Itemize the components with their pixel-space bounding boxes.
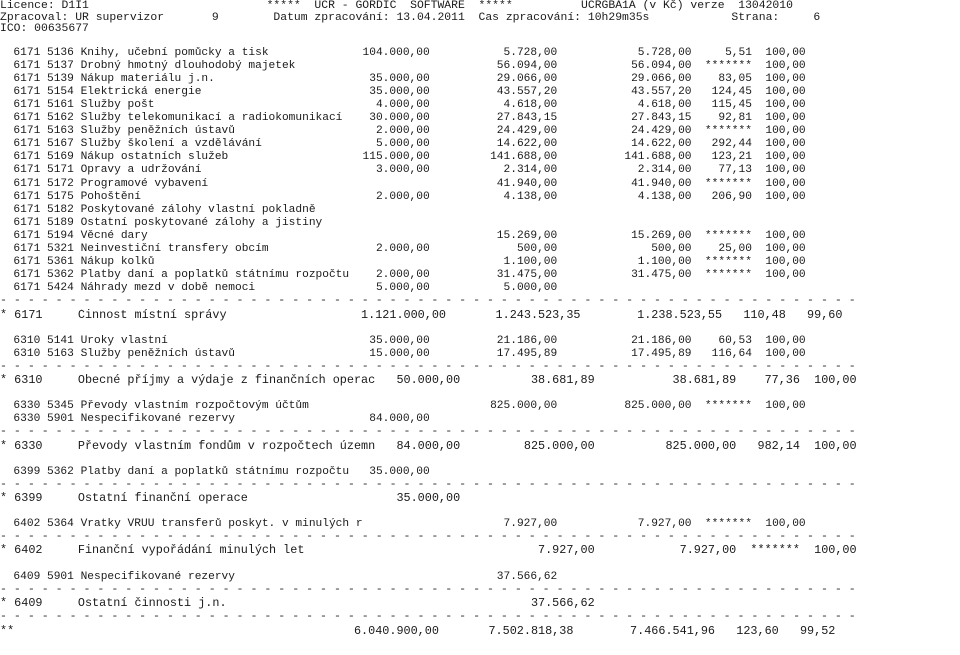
budget-item-row: 6171 5162 Služby telekomunikací a radiokomunikací 30.000,00 27.843,15 27.843,15 92,81 100,00 <box>0 112 806 124</box>
report-header-ico: IČO: 00635677 <box>0 23 89 35</box>
budget-item-row: 6171 5167 Služby školení a vzdělávání 5.000,00 14.622,00 14.622,00 292,44 100,00 <box>0 138 806 151</box>
budget-item-row: 6171 5163 Služby peněžních ústavů 2.000,00 24.429,00 24.429,00 ******* 100,00 <box>0 125 806 138</box>
budget-item-row: 6171 5362 Platby daní a poplatků státnímu rozpočtu 2.000,00 31.475,00 31.475,00 ******* 100,00 <box>0 269 806 282</box>
separator-dashes: - - - - - - - - - - - - - - - - - - - - - - - - - - - - - - - - - - - - - - - - - - - - - - - - - - - - - - - - - - - - - - <box>0 530 856 544</box>
budget-item-row: 6171 5154 Elektrická energie 35.000,00 43.557,20 43.557,20 124,45 100,00 <box>0 85 806 98</box>
separator-dashes: - - - - - - - - - - - - - - - - - - - - - - - - - - - - - - - - - - - - - - - - - - - - - - - - - - - - - - - - - - - - - - <box>0 294 856 308</box>
budget-item-row: 6171 5137 Drobný hmotný dlouhodobý majetek 56.094,00 56.094,00 ******* 100,00 <box>0 59 806 72</box>
report-header-processor: Zpracoval: UR supervizor 9 Datum zpracování: 13.04.2011 Čas zpracování: 10h29m35s Strana: 6 <box>0 11 821 24</box>
separator-dashes: - - - - - - - - - - - - - - - - - - - - - - - - - - - - - - - - - - - - - - - - - - - - - - - - - - - - - - - - - - - - - - <box>0 359 856 373</box>
budget-item-row: 6171 5361 Nákup kolků 1.100,00 1.100,00 ******* 100,00 <box>0 256 806 269</box>
budget-item-row: 6310 5163 Služby peněžních ústavů 15.000,00 17.495,89 17.495,89 116,64 100,00 <box>0 347 806 360</box>
separator-dashes: - - - - - - - - - - - - - - - - - - - - - - - - - - - - - - - - - - - - - - - - - - - - - - - - - - - - - - - - - - - - - - <box>0 425 856 439</box>
budget-item-row: 6171 5182 Poskytované zálohy vlastní pokladně <box>0 203 316 216</box>
section-sum-row: * 6171 Činnost místní správy 1.121.000,00 1.243.523,35 1.238.523,55 110,48 99,60 <box>0 308 843 322</box>
separator-dashes: - - - - - - - - - - - - - - - - - - - - - - - - - - - - - - - - - - - - - - - - - - - - - - - - - - - - - - - - - - - - - - <box>0 582 856 596</box>
budget-item-row: 6171 5321 Neinvestiční transfery obcím 2.000,00 500,00 500,00 25,00 100,00 <box>0 243 806 255</box>
section-sum-row: * 6310 Obecné příjmy a výdaje z finančních operac 50.000,00 38.681,89 38.681,89 77,36 100,00 <box>0 374 857 387</box>
budget-item-row: 6171 5424 Náhrady mezd v době nemoci 5.000,00 5.000,00 <box>0 282 558 295</box>
budget-item-row: 6171 5171 Opravy a udržování 3.000,00 2.314,00 2.314,00 77,13 100,00 <box>0 164 806 177</box>
separator-dashes: - - - - - - - - - - - - - - - - - - - - - - - - - - - - - - - - - - - - - - - - - - - - - - - - - - - - - - - - - - - - - - <box>0 609 856 623</box>
section-sum-row: * 6330 Převody vlastním fondům v rozpočtech územn 84.000,00 825.000,00 825.000,00 982,14 100,00 <box>0 439 857 453</box>
budget-item-row: 6171 5175 Pohoštění 2.000,00 4.138,00 4.138,00 206,90 100,00 <box>0 190 806 203</box>
budget-item-row: 6171 5161 Služby pošt 4.000,00 4.618,00 4.618,00 115,45 100,00 <box>0 98 806 111</box>
section-sum-row: * 6402 Finanční vypořádání minulých let 7.927,00 7.927,00 ******* 100,00 <box>0 544 857 558</box>
budget-item-row: 6330 5345 Převody vlastním rozpočtovým účtům 825.000,00 825.000,00 ******* 100,00 <box>0 400 806 413</box>
budget-item-row: 6171 5136 Knihy, učební pomůcky a tisk 104.000,00 5.728,00 5.728,00 5,51 100,00 <box>0 46 806 59</box>
budget-item-row: 6171 5194 Věcné dary 15.269,00 15.269,00 ******* 100,00 <box>0 229 806 242</box>
budget-item-row: 6409 5901 Nespecifikované rezervy 37.566,62 <box>0 570 558 583</box>
section-sum-row: * 6399 Ostatní finanční operace 35.000,00 <box>0 491 461 505</box>
budget-item-row: 6171 5189 Ostatní poskytované zálohy a jistiny <box>0 216 323 229</box>
budget-item-row: 6171 5172 Programové vybavení 41.940,00 41.940,00 ******* 100,00 <box>0 177 806 190</box>
budget-item-row: 6399 5362 Platby daní a poplatků státnímu rozpočtu 35.000,00 <box>0 465 430 478</box>
section-sum-row: * 6409 Ostatní činnosti j.n. 37.566,62 <box>0 596 595 610</box>
budget-item-row: 6330 5901 Nespecifikované rezervy 84.000,00 <box>0 413 430 426</box>
separator-dashes: - - - - - - - - - - - - - - - - - - - - - - - - - - - - - - - - - - - - - - - - - - - - - - - - - - - - - - - - - - - - - - <box>0 477 856 491</box>
report-header-licence: Licence: D1I1 ***** UCR - GORDIC SOFTWARE ***** UCRGBA1A (v Kč) verze 13042010 <box>0 0 793 12</box>
grand-total-row: ** 6.040.900,00 7.502.818,38 7.466.541,96 123,60 99,52 <box>0 624 836 638</box>
budget-item-row: 6310 5141 Úroky vlastní 35.000,00 21.186,00 21.186,00 60,53 100,00 <box>0 334 806 347</box>
budget-item-row: 6171 5139 Nákup materiálu j.n. 35.000,00 29.066,00 29.066,00 83,05 100,00 <box>0 72 806 85</box>
budget-item-row: 6171 5169 Nákup ostatních služeb 115.000,00 141.688,00 141.688,00 123,21 100,00 <box>0 151 806 164</box>
budget-item-row: 6402 5364 Vratky VRÚÚ transferů poskyt. v minulých r 7.927,00 7.927,00 ******* 100,00 <box>0 518 806 531</box>
